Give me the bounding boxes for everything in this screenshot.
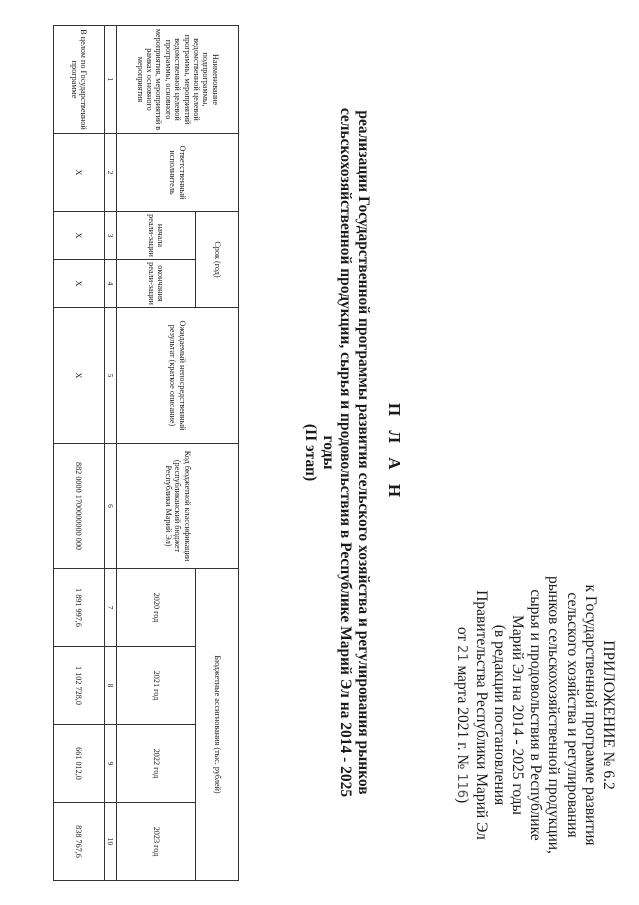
cell-2021: 1 102 728,0 <box>53 647 104 725</box>
column-number: 5 <box>104 308 116 444</box>
date-day: 21 <box>454 645 470 662</box>
appendix-date: от 21 марта 2021 г. № 116) <box>454 626 472 804</box>
cell-start: Х <box>53 212 104 260</box>
appendix-line: рынков сельскохозяйственной продукции, <box>545 576 563 854</box>
column-number: 7 <box>104 569 116 647</box>
cell-end: Х <box>53 260 104 308</box>
appendix-line: к Государственной программе развития <box>581 584 599 846</box>
plan-title: П Л А Н <box>385 402 404 503</box>
appendix-line: Правительства Республики Марий Эл <box>472 590 490 840</box>
plan-subtitle-line2: сельскохозяйственной продукции, сырья и продовольствия в Республике Марий Эл на 2014 - 2025 годы <box>320 107 355 798</box>
plan-table <box>53 25 239 881</box>
header-term-end: окончания реали-зации <box>117 260 196 308</box>
header-executor: Ответственный исполнитель <box>117 134 239 212</box>
column-number: 6 <box>104 444 116 569</box>
cell-name: В целом по Государственной программе <box>53 26 104 134</box>
column-number: 2 <box>104 134 116 212</box>
column-number: 4 <box>104 260 116 308</box>
header-year-2020: 2020 год <box>117 569 196 647</box>
header-year-2021: 2021 год <box>117 647 196 725</box>
plan-title-block <box>302 100 404 805</box>
header-year-2022: 2022 год <box>117 725 196 803</box>
header-term: Срок (год) <box>196 212 239 308</box>
cell-executor: Х <box>53 134 104 212</box>
header-term-start: начала реали-зации <box>117 212 196 260</box>
cell-2020: 1 891 997,6 <box>53 569 104 647</box>
header-budget: Бюджетные ассигнования (тыс. рублей) <box>196 569 239 881</box>
cell-result: Х <box>53 308 104 444</box>
column-number: 8 <box>104 647 116 725</box>
appendix-line: сырья и продовольствия в Республике <box>527 589 545 841</box>
appendix-line: (в редакции постановления <box>490 624 508 806</box>
appendix-stamp <box>452 550 617 880</box>
column-number: 9 <box>104 725 116 803</box>
header-budget-code: Код бюджетной классификации (республиканский бюджет Республики Марий Эл) <box>117 444 239 569</box>
table-row <box>53 26 104 881</box>
appendix-title: ПРИЛОЖЕНИЕ № 6.2 <box>600 640 617 790</box>
cell-budget-code: 882 0000 1700000000 000 <box>53 444 104 569</box>
appendix-line: Марий Эл на 2014 - 2025 годы <box>508 615 526 815</box>
header-result: Ожидаемый непосредственный результат (краткое описание) <box>117 308 239 444</box>
header-year-2023: 2023 год <box>117 803 196 881</box>
column-number: 1 <box>104 26 116 134</box>
column-number: 3 <box>104 212 116 260</box>
appendix-line: сельского хозяйства и регулирования <box>563 592 581 838</box>
plan-subtitle-line3: (II этап) <box>302 423 320 482</box>
decree-number: 116 <box>454 773 470 799</box>
plan-subtitle-line1: реализации Государственной программы развития сельского хозяйства и регулирования рынков <box>355 110 372 795</box>
header-name: Наименование подпрограммы, ведомственной целевой программы, мероприятий ведомственной целевой программы, основного мероприятия, мероприятий в рамках основного мероприятия <box>117 26 239 134</box>
column-number: 10 <box>104 803 116 881</box>
cell-2022: 661 012,0 <box>53 725 104 803</box>
column-number-row <box>104 26 116 881</box>
cell-2023: 838 767,6 <box>53 803 104 881</box>
